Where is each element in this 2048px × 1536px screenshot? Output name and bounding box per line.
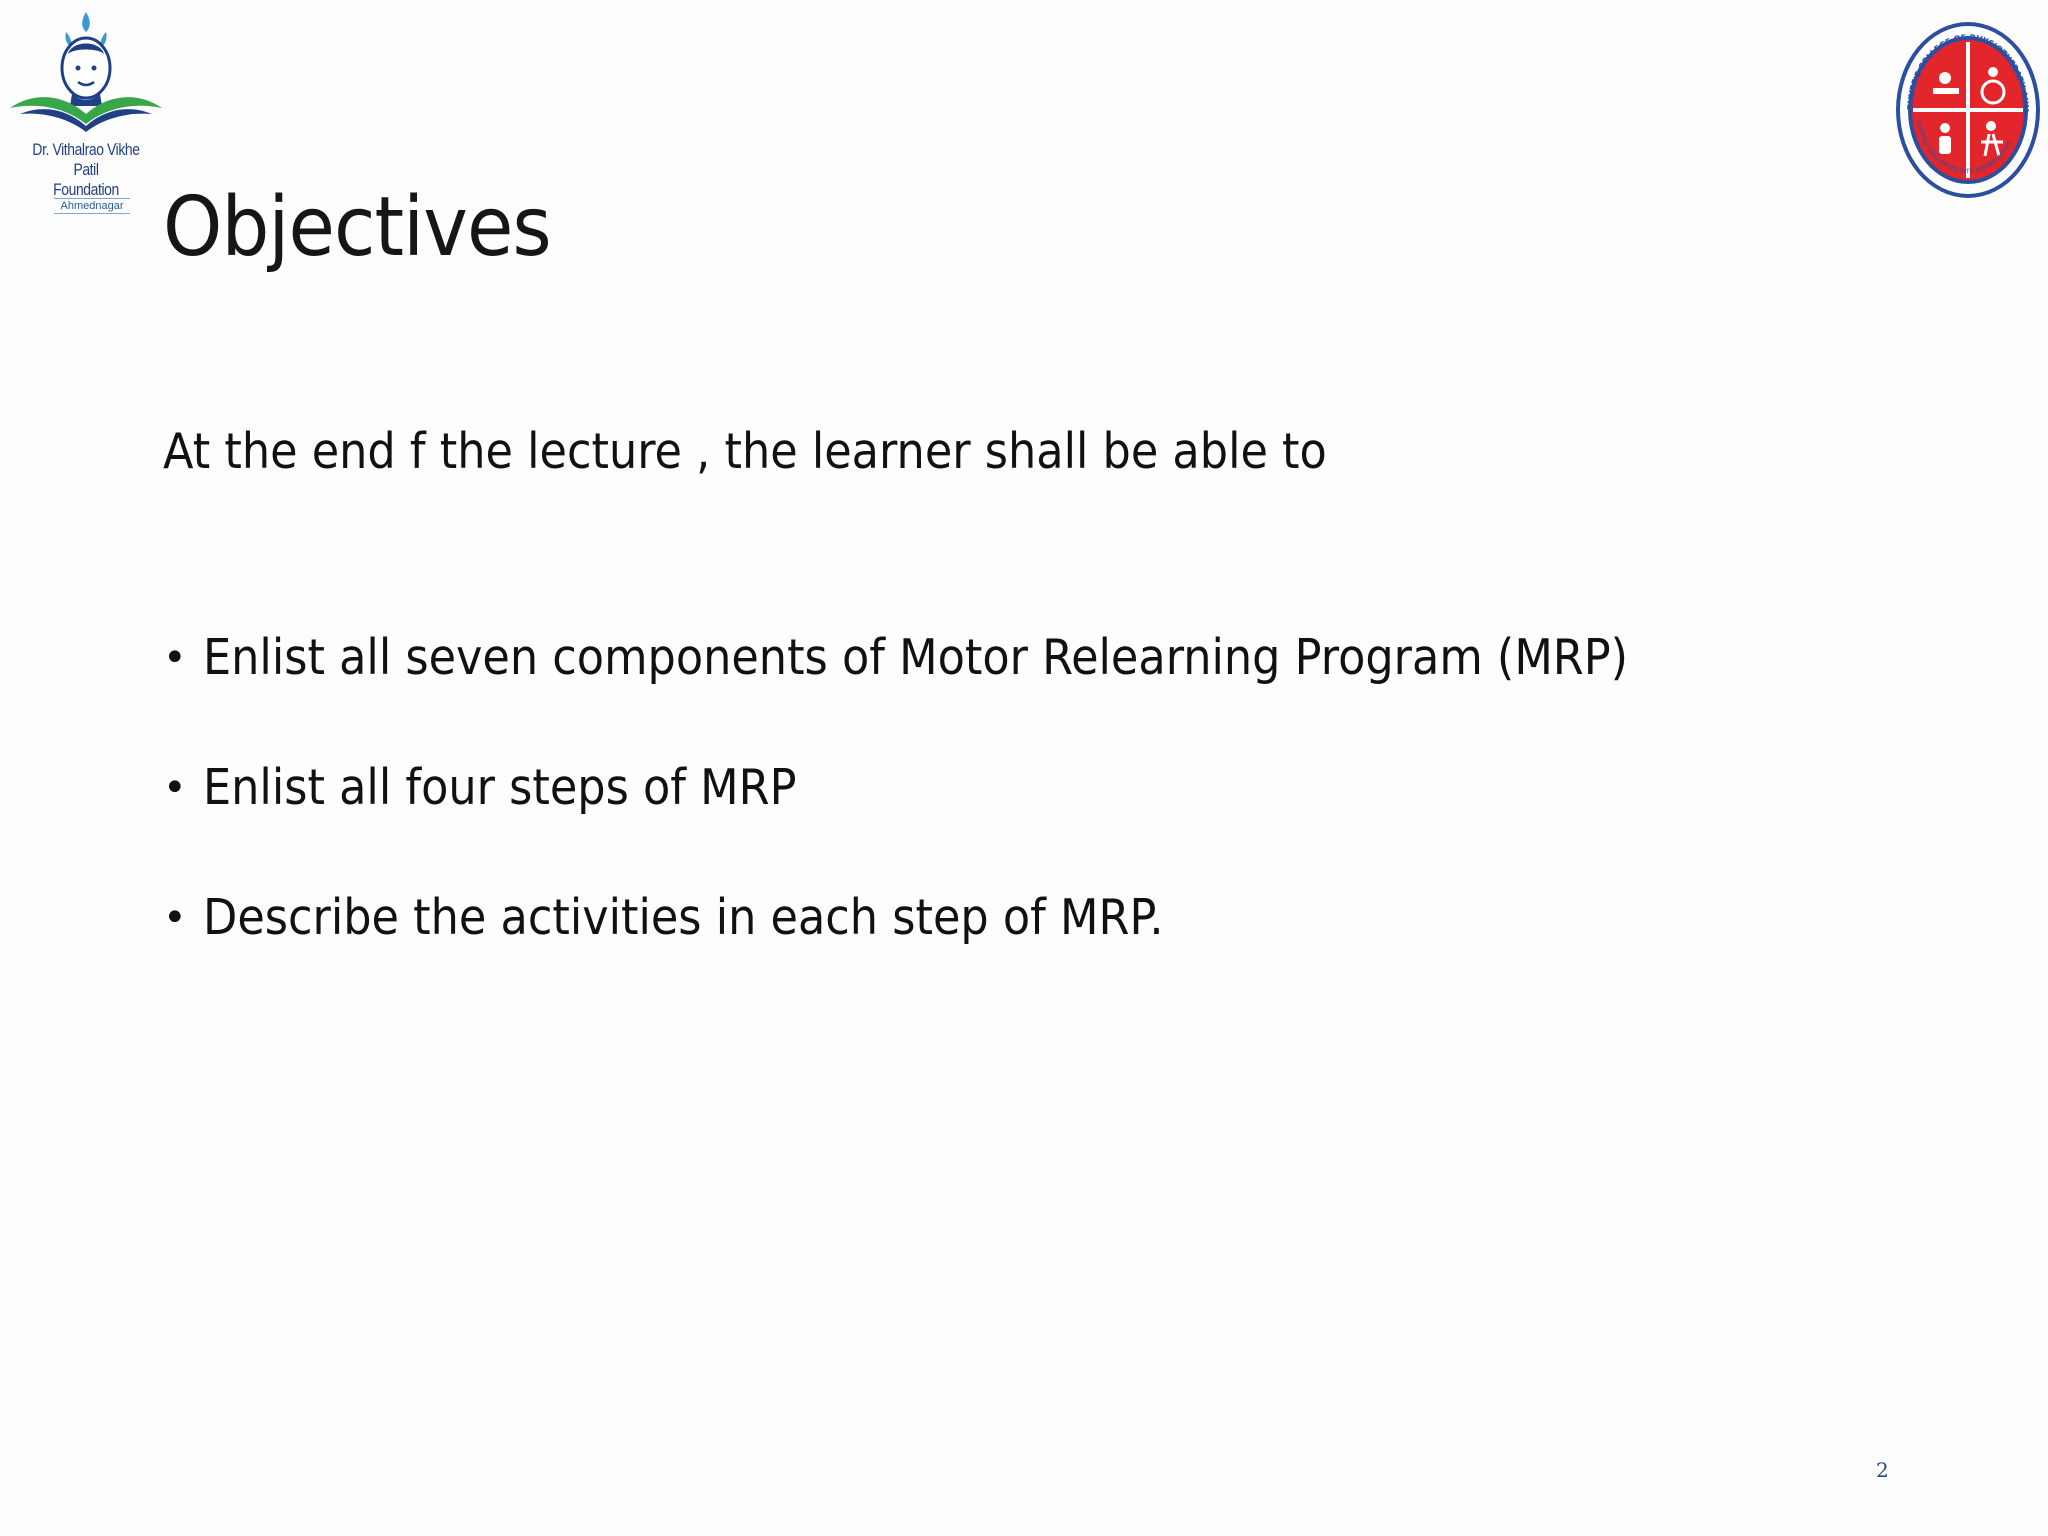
list-item [163, 626, 1769, 690]
intro-text: At the end f the lecture , the learner shall be able to [163, 423, 1327, 480]
foundation-name: Dr. Vithalrao Vikhe Patil Foundation [32, 140, 140, 199]
list-item [163, 886, 1769, 950]
objective-text: Enlist all seven components of Motor Relearning Program (MRP) [203, 629, 1629, 686]
college-seal-icon [1893, 20, 2043, 200]
bullet-icon: • [163, 765, 187, 811]
slide-title: Objectives [163, 180, 551, 275]
foundation-logo-icon [6, 10, 166, 140]
seal-ring-text-bottom: TURNING CHALLENGES INTO OPPORTUNITIES [1915, 119, 2014, 176]
foundation-logo [6, 10, 166, 215]
foundation-city: Ahmednagar [54, 198, 130, 214]
list-item [163, 756, 1769, 820]
objective-text: Enlist all four steps of MRP [203, 759, 797, 816]
bullet-icon: • [163, 635, 187, 681]
seal-ring-text-top: DVVPF'S COLLEGE OF PHYSIOTHERAPY AHM [1905, 32, 2031, 113]
bullet-icon: • [163, 895, 187, 941]
objectives-list [163, 626, 1769, 1016]
page-number: 2 [1876, 1458, 1889, 1482]
college-seal [1893, 20, 2043, 200]
objective-text: Describe the activities in each step of MRP. [203, 889, 1164, 946]
